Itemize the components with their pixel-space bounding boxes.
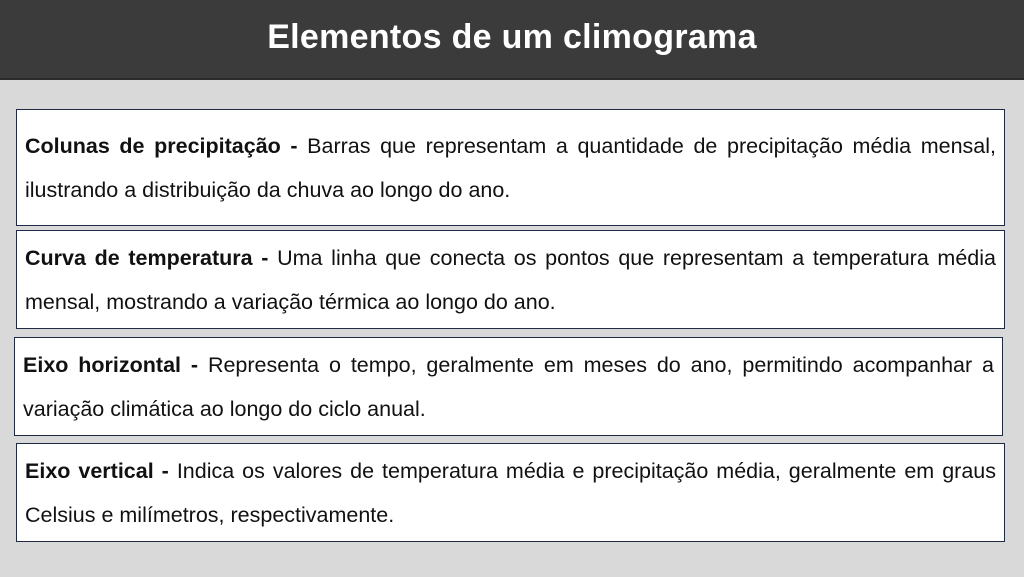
definition-term: Curva de temperatura - bbox=[25, 245, 269, 270]
title-banner bbox=[0, 0, 1024, 80]
definition-card-vertical-axis bbox=[16, 443, 1005, 542]
definition-description: Indica os valores de temperatura média e precipitação média, geralmente em graus Celsius e milímetros, respectivamente. bbox=[25, 458, 996, 527]
page-title: Elementos de um climograma bbox=[267, 17, 757, 56]
definition-description: Barras que representam a quantidade de precipitação média mensal, ilustrando a distribuição da chuva ao longo do ano. bbox=[25, 133, 996, 202]
definition-text bbox=[23, 343, 994, 431]
definition-text bbox=[25, 449, 996, 537]
definition-term: Eixo horizontal - bbox=[23, 352, 199, 377]
definition-text bbox=[25, 236, 996, 324]
definition-text bbox=[25, 124, 996, 212]
definition-card-precipitation-columns bbox=[16, 109, 1005, 226]
definition-description: Representa o tempo, geralmente em meses do ano, permitindo acompanhar a variação climática ao longo do ciclo anual. bbox=[23, 352, 994, 421]
definition-term: Eixo vertical - bbox=[25, 458, 169, 483]
definition-term: Colunas de precipitação - bbox=[25, 133, 298, 158]
definition-card-horizontal-axis bbox=[14, 337, 1003, 436]
definition-description: Uma linha que conecta os pontos que representam a temperatura média mensal, mostrando a variação térmica ao longo do ano. bbox=[25, 245, 996, 314]
definition-card-temperature-curve bbox=[16, 230, 1005, 329]
